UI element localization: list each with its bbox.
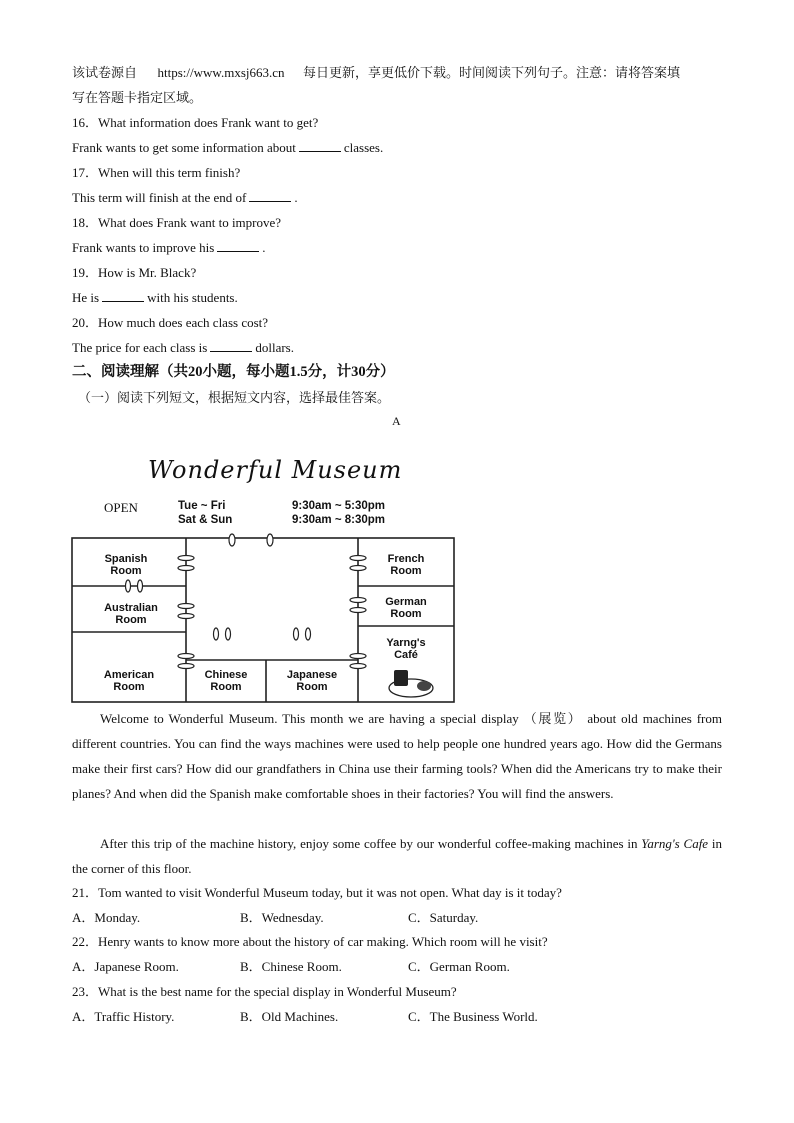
french-room: French Room xyxy=(387,553,425,577)
time-weekday: 9:30am ~ 5:30pm xyxy=(292,500,386,512)
a16-post: classes. xyxy=(343,140,384,155)
chinese-room: Chinese Room xyxy=(204,669,248,693)
cafe-icon xyxy=(389,670,433,697)
q19: 19．How is Mr. Black? xyxy=(72,265,197,280)
yarngs-cafe: Yarng's Café xyxy=(386,637,426,661)
a20-post: dollars. xyxy=(255,340,294,355)
source-url[interactable]: https://www.mxsj663.cn xyxy=(157,65,285,80)
a19-pre: He is xyxy=(72,290,100,305)
source-label: 该试卷源自 xyxy=(72,65,138,80)
a16-pre: Frank wants to get some information about xyxy=(72,140,296,155)
german-room: German Room xyxy=(385,596,427,620)
section-subtitle: （一）阅读下列短文，根据短文内容，选择最佳答案。 xyxy=(78,390,391,405)
q23-option-b[interactable]: B．Old Machines. xyxy=(240,1009,339,1024)
q21-option-a[interactable]: A．Monday. xyxy=(72,910,141,925)
passage-label: A xyxy=(392,414,401,428)
a17-post: . xyxy=(294,190,298,205)
a18-pre: Frank wants to improve his xyxy=(72,240,215,255)
q22: 22．Henry wants to know more about the history of car making. Which room will he visit? xyxy=(72,934,548,949)
section-title: 二、阅读理解（共20小题，每小题1.5分，计30分） xyxy=(72,364,395,380)
q23-option-a[interactable]: A．Traffic History. xyxy=(72,1009,175,1024)
australian-room: Australian Room xyxy=(104,602,158,626)
header-notice: 每日更新，享更低价下载。时间阅读下列句子。注意：请将答案填 xyxy=(303,65,681,80)
days-weekend: Sat & Sun xyxy=(178,514,233,526)
q17: 17．When will this term finish? xyxy=(72,165,241,180)
header-notice-2: 写在答题卡指定区域。 xyxy=(72,90,203,105)
a19-post: with his students. xyxy=(147,290,238,305)
q21-option-b[interactable]: B．Wednesday. xyxy=(240,910,324,925)
a18-post: . xyxy=(262,240,266,255)
q23: 23．What is the best name for the special display in Wonderful Museum? xyxy=(72,984,457,999)
a17-pre: This term will finish at the end of xyxy=(72,190,247,205)
q18: 18．What does Frank want to improve? xyxy=(72,215,282,230)
q22-option-b[interactable]: B．Chinese Room. xyxy=(240,959,342,974)
a20-pre: The price for each class is xyxy=(72,340,208,355)
days-weekday: Tue ~ Fri xyxy=(178,500,226,512)
q21: 21．Tom wanted to visit Wonderful Museum today, but it was not open. What day is it today? xyxy=(72,885,562,900)
spanish-room: Spanish Room xyxy=(104,553,148,577)
q21-option-c[interactable]: C．Saturday. xyxy=(408,910,479,925)
q23-option-c[interactable]: C．The Business World. xyxy=(408,1009,538,1024)
american-room: American Room xyxy=(103,669,155,693)
open-label: OPEN xyxy=(104,500,138,515)
q22-option-a[interactable]: A．Japanese Room. xyxy=(72,959,179,974)
japanese-room: Japanese Room xyxy=(286,669,338,693)
passage-p1: Welcome to Wonderful Museum. This month we are having a special display （展览） about old machines from different countries. You can find the ways machines were used to help people one hundred years ago. How did the Germans make their first cars? How did our grandfathers in China use their farming tools? When did the Americans try to make their planes? And when did the Spanish make comfortable shoes in their factories? You will find the answers. xyxy=(72,711,722,801)
q20: 20．How much does each class cost? xyxy=(72,315,269,330)
passage-p2: After this trip of the machine history, enjoy some coffee by our wonderful coffee-making machines in Yarng's Cafe in the corner of this floor. xyxy=(72,836,722,876)
cafe-name: Yarng's Cafe xyxy=(641,836,709,851)
time-weekend: 9:30am ~ 8:30pm xyxy=(292,514,386,526)
q16: 16．What information does Frank want to get? xyxy=(72,115,319,130)
q22-option-c[interactable]: C．German Room. xyxy=(408,959,510,974)
museum-title: Wonderful Museum xyxy=(148,456,403,484)
